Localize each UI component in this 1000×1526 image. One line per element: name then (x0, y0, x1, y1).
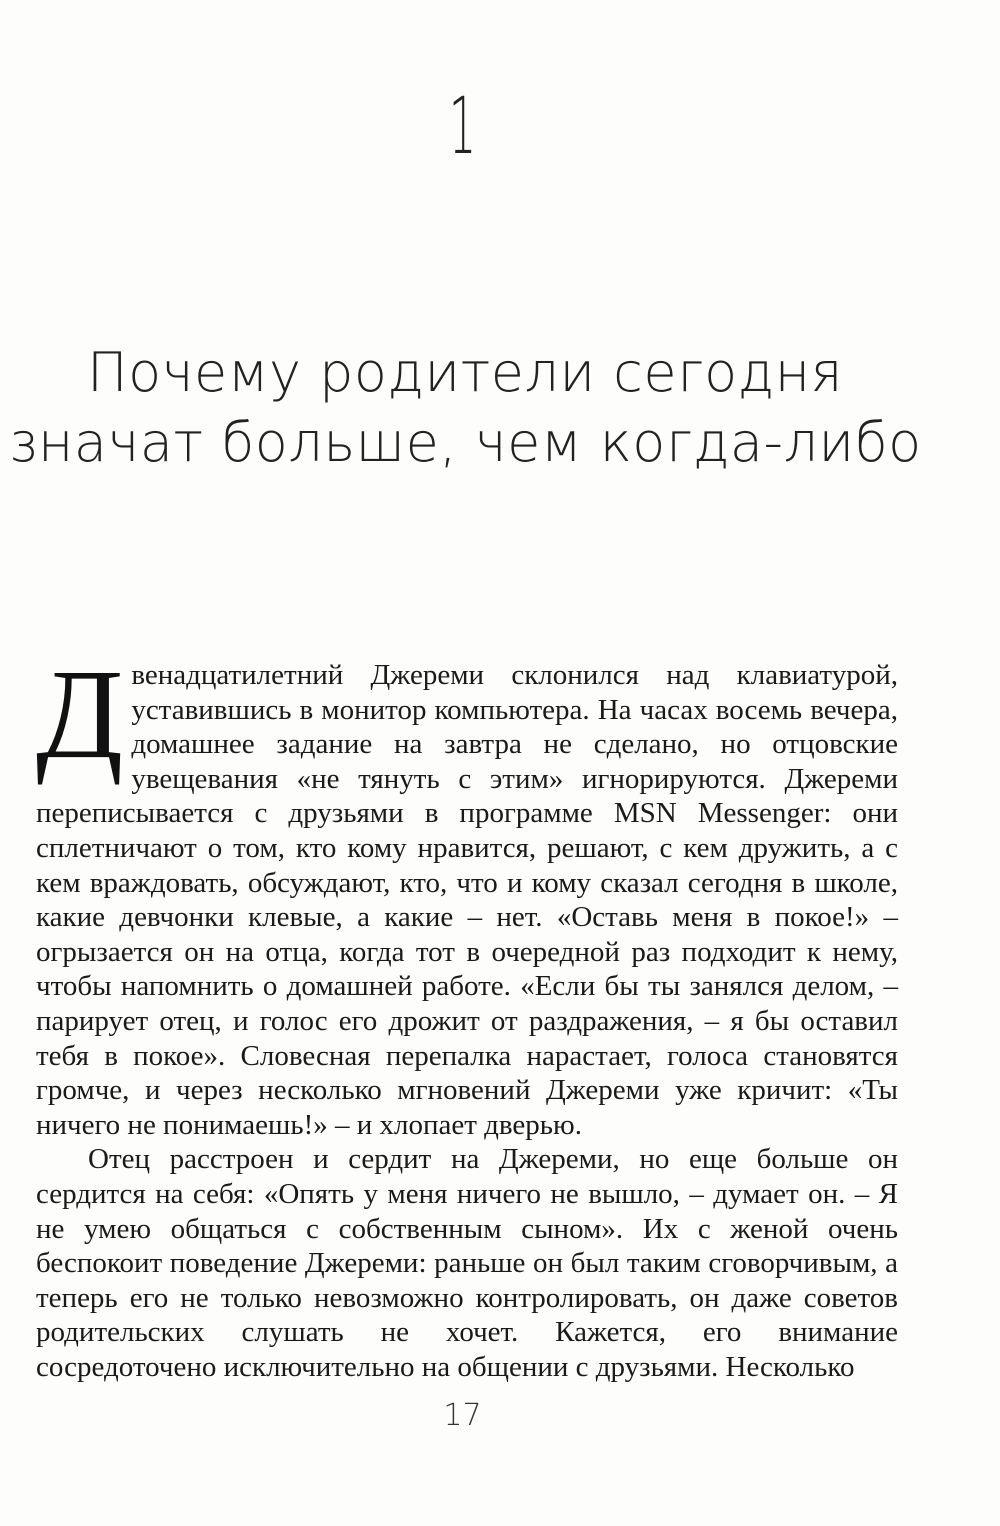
chapter-title-line-2: значат больше, чем когда-либо (8, 411, 922, 474)
page-number: 17 (443, 1398, 482, 1433)
drop-cap: Д (36, 643, 124, 785)
paragraph (36, 643, 898, 1142)
chapter-title (0, 338, 930, 478)
body-text (36, 643, 898, 1384)
chapter-number: 1 (448, 82, 477, 172)
chapter-title-line-1: Почему родители сегодня (86, 341, 843, 404)
paragraph-text: венадцатилетний Джереми склонился над клавиатурой, уставившись в монитор компьютера. На часах восемь вечера, домашнее задание на завтра не сделано, но отцовские увещевания «не тянуть с этим» игнорируются. Джереми переписывается с друзьями в программе MSN Messenger: они сплетничают о том, кто кому нравится, решают, с кем дружить, а с кем враждовать, обсуждают, кто, что и кому сказал сегодня в школе, какие девчонки клевые, а какие – нет. «Оставь меня в покое!» – огрызается он на отца, когда тот в очередной раз подходит к нему, чтобы напомнить о домашней работе. «Если бы ты занялся делом, – парирует отец, и голос его дрожит от раздражения, – я бы оставил тебя в покое». Словесная перепалка нарастает, голоса становятся громче, и через несколько мгновений Джереми уже кричит: «Ты ничего не понимаешь!» – и хлопает дверью. (36, 659, 898, 1141)
paragraph: Отец расстроен и сердит на Джереми, но еще больше он сердится на себя: «Опять у меня ничего не вышло, – думает он. – Я не умею общаться с собственным сыном». Их с женой очень беспокоит поведение Джереми: раньше он был таким сговорчивым, а теперь его не только невозможно контролировать, он даже советов родительских слушать не хочет. Кажется, его внимание сосредоточено исключительно на общении с друзьями. Несколько (36, 1143, 898, 1383)
